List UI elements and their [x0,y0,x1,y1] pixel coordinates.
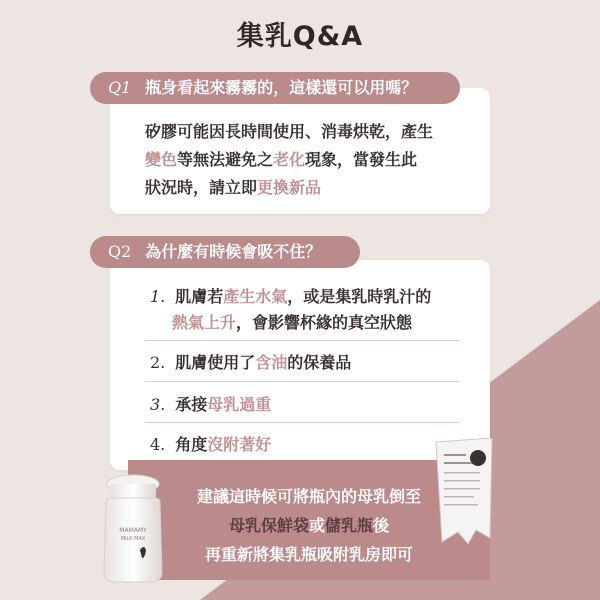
highlight-replace: 更換新品 [257,178,322,197]
bottle-label-2: MILK MAX [120,536,146,542]
suggestion-text: 建議這時候可將瓶內的母乳倒至 母乳保鮮袋或儲乳瓶後 再重新將集乳瓶吸附乳房即可 [196,487,421,564]
q1-answer-line1: 矽膠可能因長時間使用、消毒烘乾，產生 [145,122,434,141]
q1-answer [145,118,475,202]
list-item: 3. 承接母乳過重 [150,395,272,414]
highlight-discolor: 變色 [145,150,178,169]
list-item-continuation: 熱氣上升，會影響杯緣的真空狀態 [172,313,413,332]
divider [145,340,460,341]
milk-bottle-image [100,472,166,584]
q1-question: 瓶身看起來霧霧的，這樣還可以用嗎？ [145,78,418,97]
list-item: 4. 角度沒附著好 [150,435,272,454]
list-item: 1. 肌膚若產生水氣，或是集乳時乳汁的 [150,287,432,306]
storage-bag-image [432,438,496,550]
q2-number: Q2 [108,242,132,261]
divider [145,381,460,382]
divider [145,422,460,423]
q2-question: 為什麼有時候會吸不住？ [145,242,322,261]
page-title: 集乳Q&A [236,21,364,52]
q2-question-pill [90,236,360,268]
highlight-storage-bag: 母乳保鮮袋 [228,516,309,535]
q1-question-pill [90,72,460,104]
q1-answer-line2: 變色等無法避免之老化現象，當發生此 [145,150,418,169]
bottle-label-1: MAMAMY [119,527,147,534]
highlight-storage-bottle: 儲乳瓶 [325,516,374,535]
list-item: 2. 肌膚使用了含油的保養品 [150,353,352,372]
q1-answer-line3: 狀況時，請立即更換新品 [145,178,322,197]
q1-number: Q1 [108,78,132,97]
highlight-aging: 老化 [273,150,306,169]
